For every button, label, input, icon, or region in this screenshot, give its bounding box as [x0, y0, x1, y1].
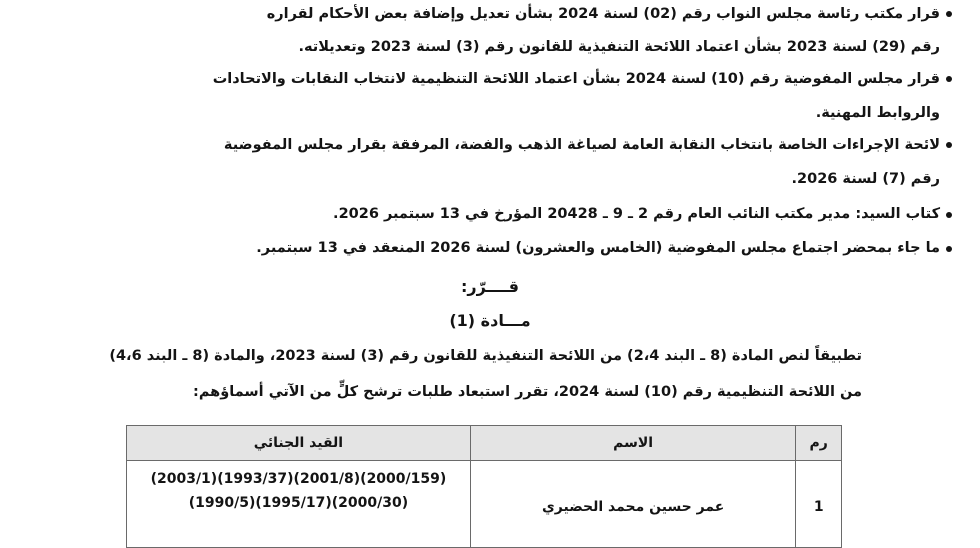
bullet-4-line-1: كتاب السيد: مدير مكتب النائب العام رقم 2 ـ 9 ـ 20428 المؤرخ في 13 سبتمبر 2026.	[333, 206, 940, 222]
row-record-line-2: (1990/5)(1995/17)(2000/30)	[188, 495, 409, 511]
bullet-1-line-2: رقم (29) لسنة 2023 بشأن اعتماد اللائحة التنفيذية للقانون رقم (3) لسنة 2023 وتعديلاته.	[298, 39, 940, 55]
bullet-dot	[946, 76, 952, 82]
bullet-dot	[946, 142, 952, 148]
bullet-2-line-1: قرار مجلس المفوضية رقم (10) لسنة 2024 بشأن اعتماد اللائحة التنظيمية لانتخاب النقابات والاتحادات	[212, 71, 940, 87]
excluded-candidates-table	[126, 425, 842, 548]
bullet-5-line-1: ما جاء بمحضر اجتماع مجلس المفوضية (الخامس والعشرون) لسنة 2026 المنعقد في 13 سبتمبر.	[256, 240, 940, 256]
row-number: 1	[796, 461, 842, 548]
decision-heading: قــــرّر:	[461, 277, 519, 296]
table-header-row	[127, 426, 842, 461]
row-record-line-1: (2003/1)(1993/37)(2001/8)(2000/159)	[150, 471, 447, 487]
bullet-dot	[946, 246, 952, 252]
bullet-dot	[946, 11, 952, 17]
bullet-dot	[946, 212, 952, 218]
bullet-3-line-2: رقم (7) لسنة 2026.	[791, 171, 940, 187]
bullet-3-line-1: لائحة الإجراءات الخاصة بانتخاب النقابة العامة لصياغة الذهب والفضة، المرفقة بقرار مجلس المفوضية	[223, 137, 940, 153]
article-paragraph-line-1: تطبيقاً لنص المادة (8 ـ البند 2،4) من اللائحة التنفيذية للقانون رقم (3) لسنة 2023، والمادة (8 ـ البند 4،6)	[109, 348, 862, 364]
header-name: الاسم	[470, 426, 796, 461]
bullet-2-line-2: والروابط المهنية.	[815, 105, 940, 121]
row-name: عمر حسين محمد الحضيري	[470, 461, 796, 548]
table-row	[127, 461, 842, 548]
header-number: رم	[796, 426, 842, 461]
header-record: القيد الجنائي	[127, 426, 471, 461]
row-record	[127, 461, 471, 548]
article-paragraph-line-2: من اللائحة التنظيمية رقم (10) لسنة 2024، تقرر استبعاد طلبات ترشح كلٍّ من الآتي أسماؤهم:	[193, 384, 862, 400]
article-heading: مـــادة (1)	[449, 311, 531, 330]
bullet-1-line-1: قرار مكتب رئاسة مجلس النواب رقم (02) لسنة 2024 بشأن تعديل وإضافة بعض الأحكام لقراره	[266, 6, 940, 22]
